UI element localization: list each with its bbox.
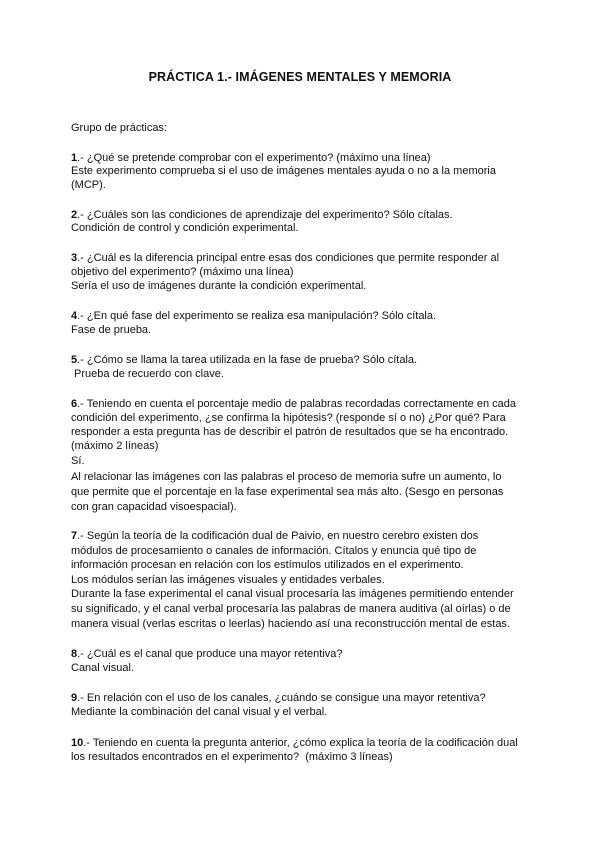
answer-6-line-3: que permite que el porcentaje en la fase experimental sea más alto. (Sesgo en personas	[71, 486, 504, 498]
question-text: .- ¿Cómo se llama la tarea utilizada en la fase de prueba? Sólo cítala.	[77, 354, 418, 366]
question-7	[71, 529, 478, 543]
question-5	[71, 353, 417, 367]
question-7-line-2: módulos de procesamiento o canales de información. Cítalos y enuncia qué tipo de	[71, 545, 477, 557]
answer-9-line-1: Mediante la combinación del canal visual y el verbal.	[71, 706, 328, 718]
question-number: 10	[71, 737, 84, 749]
question-text: .- ¿Cuál es la diferencia principal entre esas dos condiciones que permite responder al	[77, 252, 500, 264]
question-number: 3	[71, 252, 78, 264]
question-number: 2	[71, 209, 78, 221]
question-text: .- ¿Cuáles son las condiciones de aprendizaje del experimento? Sólo cítalas.	[77, 209, 453, 221]
question-number: 7	[71, 530, 78, 542]
answer-7-line-1: Los módulos serían las imágenes visuales y entidades verbales.	[71, 574, 385, 586]
answer-1-line-2: (MCP).	[71, 179, 106, 191]
question-text: .- ¿En qué fase del experimento se realiza esa manipulación? Sólo cítala.	[77, 310, 437, 322]
answer-7-line-4: manera visual (verlas escritas o leerlas) haciendo así una reconstrucción mental de estas.	[71, 618, 510, 630]
question-number: 1	[71, 152, 78, 164]
question-8	[71, 647, 343, 661]
question-number: 8	[71, 648, 78, 660]
question-6	[71, 397, 516, 411]
question-text: .- Según la teoría de la codificación dual de Paivio, en nuestro cerebro existen dos	[77, 530, 479, 542]
question-1	[71, 151, 431, 165]
answer-4-line-1: Fase de prueba.	[71, 324, 152, 336]
question-text: .- ¿Cuál es el canal que produce una mayor retentiva?	[77, 648, 343, 660]
answer-3-line-1: Sería el uso de imágenes durante la condición experimental.	[71, 280, 367, 292]
question-10-line-2: los resultados encontrados en el experimento? (máximo 3 líneas)	[71, 751, 393, 763]
question-number: 4	[71, 310, 78, 322]
question-number: 9	[71, 692, 78, 704]
answer-7-line-2: Durante la fase experimental el canal visual procesaría las imágenes permitiendo entender	[71, 588, 514, 600]
answer-6-line-4: con gran capacidad visoespacial).	[71, 501, 237, 513]
question-10	[71, 736, 518, 750]
question-3	[71, 251, 499, 265]
question-text: .- En relación con el uso de los canales, ¿cuándo se consigue una mayor retentiva?	[77, 692, 486, 704]
answer-2-line-1: Condición de control y condición experimental.	[71, 222, 299, 234]
answer-6-line-1: Sí.	[71, 455, 85, 467]
question-4	[71, 309, 436, 323]
answer-6-line-2: Al relacionar las imágenes con las palabras el proceso de memoria sufre un aumento, lo	[71, 471, 502, 483]
answer-8-line-1: Canal visual.	[71, 662, 134, 674]
question-6-line-3: responder a esta pregunta has de describir el patrón de resultados que se ha encontrado.	[71, 426, 509, 438]
document-title: PRÁCTICA 1.- IMÁGENES MENTALES Y MEMORIA	[148, 70, 452, 84]
question-9	[71, 691, 486, 705]
question-3-line-2: objetivo del experimento? (máximo una línea)	[71, 266, 294, 278]
question-6-line-2: condición del experimento, ¿se confirma la hipótesis? (responde sí o no) ¿Por qué? Para	[71, 412, 506, 424]
question-text: .- ¿Qué se pretende comprobar con el experimento? (máximo una línea)	[77, 152, 431, 164]
group-label: Grupo de prácticas:	[71, 122, 167, 134]
answer-7-line-3: su significado, y el canal verbal procesaría las palabras de manera auditiva (al oírlas) o de	[71, 603, 511, 615]
question-7-line-3: información procesan en relación con los estímulos utilizados en el experimento.	[71, 559, 464, 571]
answer-1-line-1: Este experimento comprueba si el uso de imágenes mentales ayuda o no a la memoria	[71, 165, 496, 177]
question-text: .- Teniendo en cuenta el porcentaje medio de palabras recordadas correctamente en cada	[77, 398, 516, 410]
question-text: .- Teniendo en cuenta la pregunta anterior, ¿cómo explica la teoría de la codificación dual	[83, 737, 518, 749]
question-2	[71, 208, 453, 222]
question-number: 6	[71, 398, 78, 410]
question-number: 5	[71, 354, 78, 366]
question-6-line-4: (máximo 2 líneas)	[71, 440, 159, 452]
answer-5-line-1: Prueba de recuerdo con clave.	[71, 368, 224, 380]
